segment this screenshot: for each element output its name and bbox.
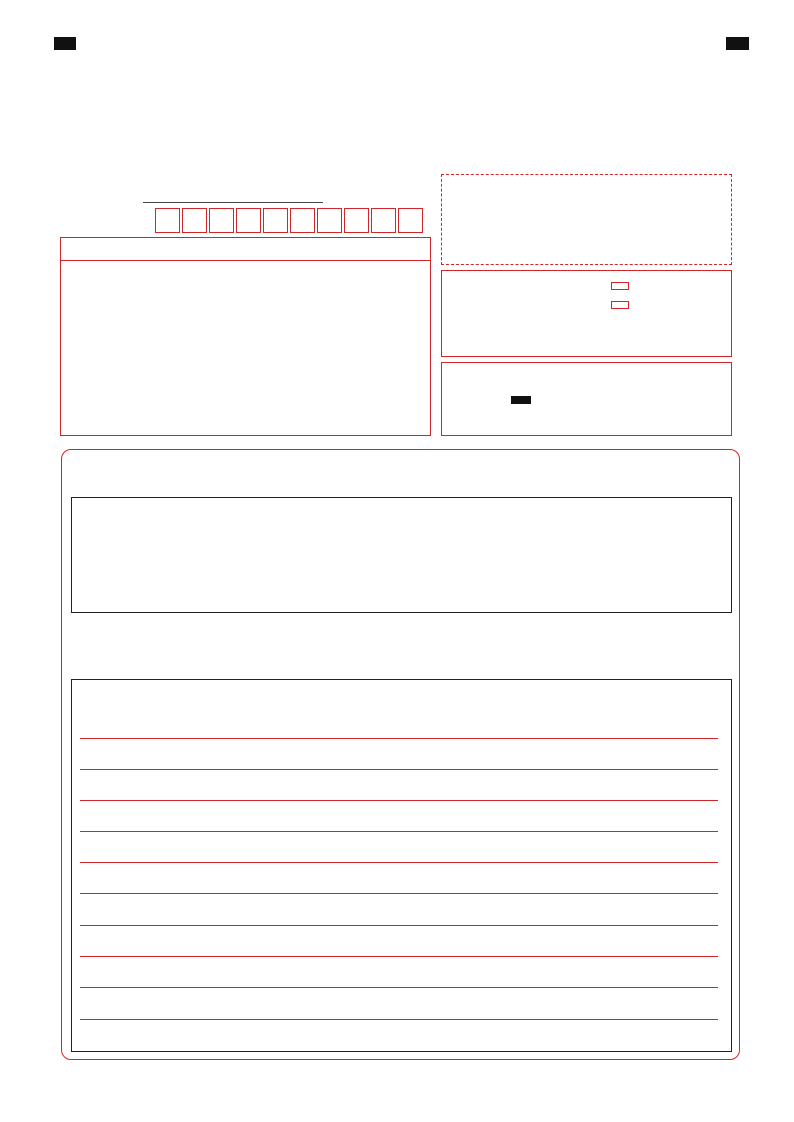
exam-id-digit-box[interactable] xyxy=(209,208,234,233)
absent-mark-box[interactable] xyxy=(611,282,629,290)
exam-id-digit-box[interactable] xyxy=(236,208,261,233)
correct-fill-mark xyxy=(511,396,531,404)
answer-line xyxy=(80,893,718,894)
answer-line xyxy=(80,738,718,739)
choice-answer-box xyxy=(71,497,732,613)
timing-marks-side-upper xyxy=(38,100,54,600)
notes-title xyxy=(60,237,431,261)
exam-id-digit-box[interactable] xyxy=(182,208,207,233)
name-field[interactable] xyxy=(143,201,323,203)
answer-line xyxy=(80,862,718,863)
timing-marks-top xyxy=(54,37,749,51)
timing-marks-side-lower xyxy=(38,975,54,1067)
answer-line xyxy=(80,925,718,926)
barcode-area xyxy=(441,174,732,265)
answer-line xyxy=(80,987,718,988)
exam-id-digit-box[interactable] xyxy=(398,208,423,233)
exam-id-digit-box[interactable] xyxy=(155,208,180,233)
answer-line xyxy=(80,831,718,832)
exam-id-digit-box[interactable] xyxy=(290,208,315,233)
answer-line xyxy=(80,800,718,801)
violation-mark-box[interactable] xyxy=(611,301,629,309)
exam-id-digit-box[interactable] xyxy=(371,208,396,233)
exam-id-digit-box[interactable] xyxy=(317,208,342,233)
written-answer-box[interactable] xyxy=(71,679,732,1052)
answer-line xyxy=(80,1019,718,1020)
fill-sample-panel xyxy=(441,362,732,436)
exam-id-digit-box[interactable] xyxy=(263,208,288,233)
notes-panel xyxy=(60,237,431,436)
answer-line xyxy=(80,769,718,770)
answer-line xyxy=(80,956,718,957)
examiner-only-panel xyxy=(441,270,732,357)
exam-id-digit-box[interactable] xyxy=(344,208,369,233)
exam-id-boxes xyxy=(155,208,425,233)
